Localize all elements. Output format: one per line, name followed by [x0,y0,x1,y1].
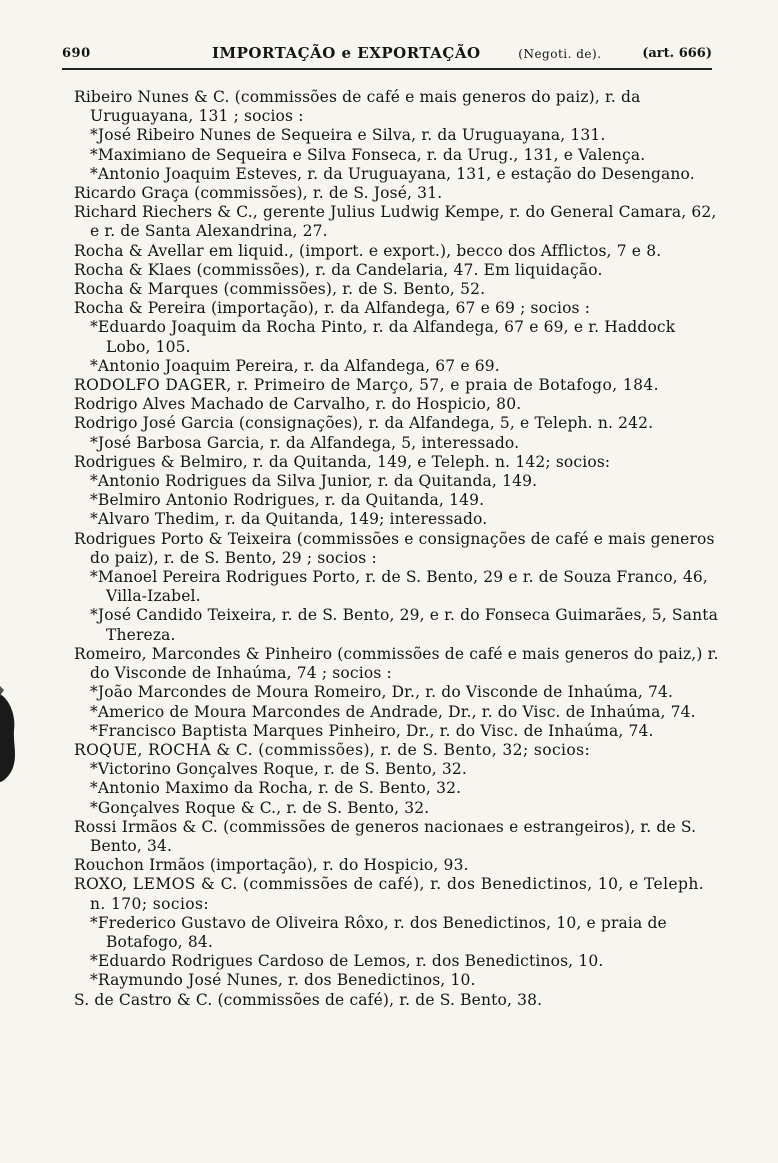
partner-line: *José Ribeiro Nunes de Sequeira e Silva, r. da Uruguayana, 131. [90,126,606,145]
firm-entry: Rodrigo José Garcia (consignações), r. da Alfandega, 5, e Teleph. n. 242. [74,414,654,433]
partner-line: *Francisco Baptista Marques Pinheiro, Dr., r. do Visc. de Inhaúma, 74. [90,721,654,740]
running-title-main: IMPORTAÇÃO e EXPORTAÇÃO [212,44,481,62]
partner-line: *Manoel Pereira Rodrigues Porto, r. de S. Bento, 29 e r. de Souza Franco, 46, Villa-Izabel. [90,568,708,606]
firm-entry: S. de Castro & C. (commissões de café), r. de S. Bento, 38. [74,990,543,1009]
firm-entry: Ricardo Graça (commissões), r. de S. José, 31. [74,184,443,203]
firm-entry: Rocha & Pereira (importação), r. da Alfandega, 67 e 69 ; socios : [74,299,591,318]
article-number: (art. 666) [642,46,712,61]
partner-line: *José Barbosa Garcia, r. da Alfandega, 5, interessado. [90,433,520,452]
firm-entry: Rocha & Marques (commissões), r. de S. Bento, 52. [74,280,486,299]
partner-line: *Americo de Moura Marcondes de Andrade, Dr., r. do Visc. de Inhaúma, 74. [90,702,696,721]
partner-line: *João Marcondes de Moura Romeiro, Dr., r. do Visconde de Inhaúma, 74. [90,683,674,702]
firm-entry: Rouchon Irmãos (importação), r. do Hospicio, 93. [74,856,469,875]
header-rule [62,68,712,70]
firm-entry: Rodrigues & Belmiro, r. da Quitanda, 149, e Teleph. n. 142; socios: [74,452,611,471]
partner-line: *Belmiro Antonio Rodrigues, r. da Quitanda, 149. [90,491,485,510]
partner-line: *Gonçalves Roque & C., r. de S. Bento, 32. [90,798,430,817]
partner-line: *Eduardo Joaquim da Rocha Pinto, r. da Alfandega, 67 e 69, e r. Haddock Lobo, 105. [90,318,676,356]
partner-line: *Victorino Gonçalves Roque, r. de S. Bento, 32. [90,760,467,779]
partner-line: *Frederico Gustavo de Oliveira Rôxo, r. dos Benedictinos, 10, e praia de Botafogo, 84. [90,913,667,951]
firm-entry: ROQUE, ROCHA & C. (commissões), r. de S. Bento, 32; socios: [74,740,591,759]
firm-entry: Romeiro, Marcondes & Pinheiro (commissões de café e mais generos do paiz,) r. do Visconde de Inhaúma, 74 ; socios : [74,644,719,683]
partner-line: *José Candido Teixeira, r. de S. Bento, 29, e r. do Fonseca Guimarães, 5, Santa Thereza. [90,606,718,644]
partner-line: *Raymundo José Nunes, r. dos Benedictinos, 10. [90,971,476,990]
firm-entry: Rossi Irmãos & C. (commissões de generos nacionaes e estrangeiros), r. de S. Bento, 34. [74,817,697,855]
partner-line: *Maximiano de Sequeira e Silva Fonseca, r. da Urug., 131, e Valença. [90,145,646,164]
running-title [212,44,602,62]
partner-line: *Antonio Rodrigues da Silva Junior, r. da Quitanda, 149. [90,472,538,491]
directory-listing [74,88,724,1010]
page-header [62,44,712,66]
firm-entry: ROXO, LEMOS & C. (commissões de café), r. dos Benedictinos, 10, e Teleph. n. 170; socios: [74,875,705,913]
partner-line: *Antonio Maximo da Rocha, r. de S. Bento, 32. [90,779,462,798]
firm-entry: RODOLFO DAGER, r. Primeiro de Março, 57, e praia de Botafogo, 184. [74,376,659,395]
firm-entry: Rodrigo Alves Machado de Carvalho, r. do Hospicio, 80. [74,395,522,414]
page-number: 690 [62,46,91,61]
firm-entry: Rocha & Klaes (commissões), r. da Candelaria, 47. Em liquidação. [74,260,603,279]
firm-entry: Rocha & Avellar em liquid., (import. e export.), becco dos Afflictos, 7 e 8. [74,241,662,260]
partner-line: *Eduardo Rodrigues Cardoso de Lemos, r. dos Benedictinos, 10. [90,952,604,971]
firm-entry: Ribeiro Nunes & C. (commissões de café e mais generos do paiz), r. da Uruguayana, 131 ; socios : [74,88,641,126]
firm-entry: Rodrigues Porto & Teixeira (commissões e consignações de café e mais generos do paiz), r. de S. Bento, 29 ; socios : [74,529,715,567]
partner-line: *Antonio Joaquim Pereira, r. da Alfandega, 67 e 69. [90,356,500,375]
partner-line: *Alvaro Thedim, r. da Quitanda, 149; interessado. [90,510,488,529]
ink-blot-mark [0,686,22,782]
partner-line: *Antonio Joaquim Esteves, r. da Uruguayana, 131, e estação do Desengano. [90,164,695,183]
firm-entry: Richard Riechers & C., gerente Julius Ludwig Kempe, r. do General Camara, 62, e r. de Santa Alexandrina, 27. [74,203,717,241]
running-title-sub: (Negoti. de). [518,47,602,61]
